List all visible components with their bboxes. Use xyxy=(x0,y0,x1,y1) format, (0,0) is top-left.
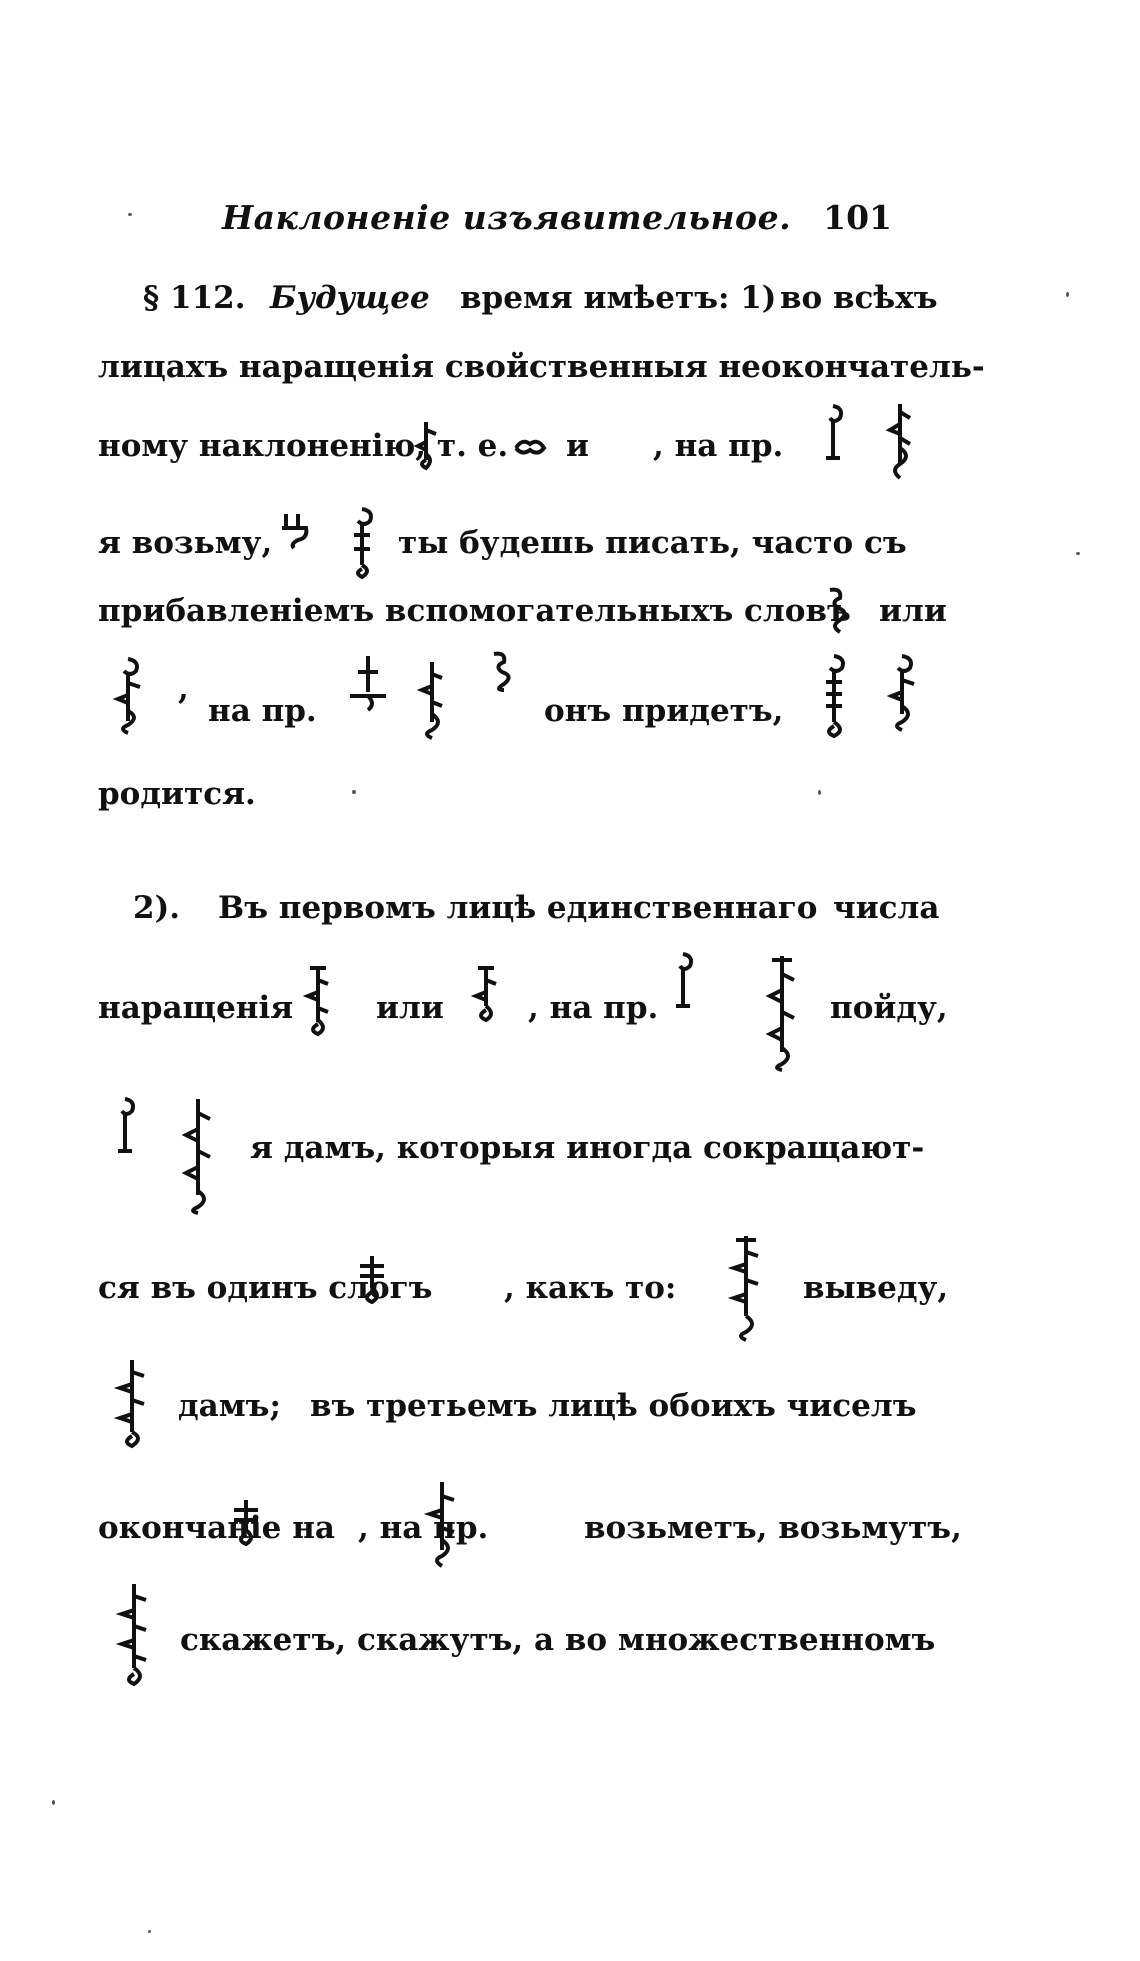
line-text: выведу, xyxy=(803,1270,949,1306)
mongolian-word-icon xyxy=(884,402,920,482)
mongolian-word-icon xyxy=(822,586,858,636)
mongolian-word-icon xyxy=(668,950,698,1012)
line-text: или xyxy=(879,593,947,629)
line-text: лицахъ наращенія свойственныя неокончатель- xyxy=(98,349,985,385)
mongolian-word-icon xyxy=(352,1252,392,1304)
mongolian-word-icon xyxy=(346,652,390,712)
line-text: , xyxy=(178,671,189,707)
mongolian-word-icon xyxy=(110,655,152,737)
line-text: въ третьемъ лицѣ обоихъ чиселъ xyxy=(310,1388,917,1424)
line-text: прибавленіемъ вспомогательныхъ словъ xyxy=(98,593,851,629)
mongolian-word-icon xyxy=(416,660,452,740)
line-text: ты будешь писать, часто съ xyxy=(398,525,907,561)
paper-speck xyxy=(148,1930,151,1933)
mongolian-word-icon xyxy=(818,652,854,740)
line-text: числа xyxy=(833,890,940,926)
item-number: 2). xyxy=(133,890,181,926)
paper-speck xyxy=(1076,552,1080,555)
paper-speck xyxy=(52,1800,55,1805)
line-text: наращенія xyxy=(98,990,294,1026)
line-text: окончаніе на xyxy=(98,1510,335,1546)
page-header xyxy=(222,198,892,248)
mongolian-word-icon xyxy=(512,436,548,460)
line-text: , какъ то: xyxy=(504,1270,677,1306)
mongolian-word-icon xyxy=(486,650,520,692)
mongolian-word-icon xyxy=(468,962,506,1026)
mongolian-word-icon xyxy=(818,402,848,466)
running-title: Наклоненіе изъявительное. xyxy=(222,198,792,237)
term-italic: Будущее xyxy=(270,280,430,316)
mongolian-word-icon xyxy=(112,1356,154,1450)
line-text: возьметъ, возьмутъ, xyxy=(584,1510,962,1546)
line-text: родится. xyxy=(98,776,256,812)
page-number: 101 xyxy=(823,198,892,237)
section-number: § 112. xyxy=(143,280,246,316)
mongolian-word-icon xyxy=(884,652,924,732)
mongolian-word-icon xyxy=(760,952,804,1072)
line-text: , на пр. xyxy=(528,990,659,1026)
line-text: Въ первомъ лицѣ единственнаго xyxy=(218,890,818,926)
line-end-text: во всѣхъ xyxy=(780,280,938,316)
paper-speck xyxy=(818,790,821,795)
line-text: на пр. xyxy=(208,693,317,729)
line-text: ся въ одинъ слогъ xyxy=(98,1270,433,1306)
mongolian-word-icon xyxy=(298,962,338,1040)
mongolian-word-icon xyxy=(110,1095,140,1157)
mongolian-word-icon xyxy=(412,420,444,472)
line-text: пойду, xyxy=(830,990,948,1026)
line-text: онъ придетъ, xyxy=(544,693,784,729)
line-text: , на пр. xyxy=(358,1510,489,1546)
mongolian-word-icon xyxy=(226,1496,266,1546)
line-text: или xyxy=(376,990,444,1026)
line-text: я дамъ, которыя иногда сокращают- xyxy=(250,1130,925,1166)
line-text: скажетъ, скажутъ, а во множественномъ xyxy=(180,1622,936,1658)
paper-speck xyxy=(352,790,356,794)
line-text: я возьму, xyxy=(98,525,273,561)
mongolian-word-icon xyxy=(278,510,312,550)
line-text: , на пр. xyxy=(653,428,784,464)
line-text: и xyxy=(566,428,589,464)
line-text: ному наклоненію, т. е. xyxy=(98,428,509,464)
mongolian-word-icon xyxy=(722,1232,770,1342)
mongolian-word-icon xyxy=(422,1478,462,1570)
paper-speck xyxy=(1066,292,1069,297)
mongolian-word-icon xyxy=(112,1580,156,1690)
mongolian-word-icon xyxy=(176,1095,220,1215)
line-text: время имѣетъ: 1) xyxy=(460,280,777,316)
line-text: дамъ; xyxy=(178,1388,281,1424)
paper-speck xyxy=(128,213,132,216)
mongolian-word-icon xyxy=(346,505,380,581)
